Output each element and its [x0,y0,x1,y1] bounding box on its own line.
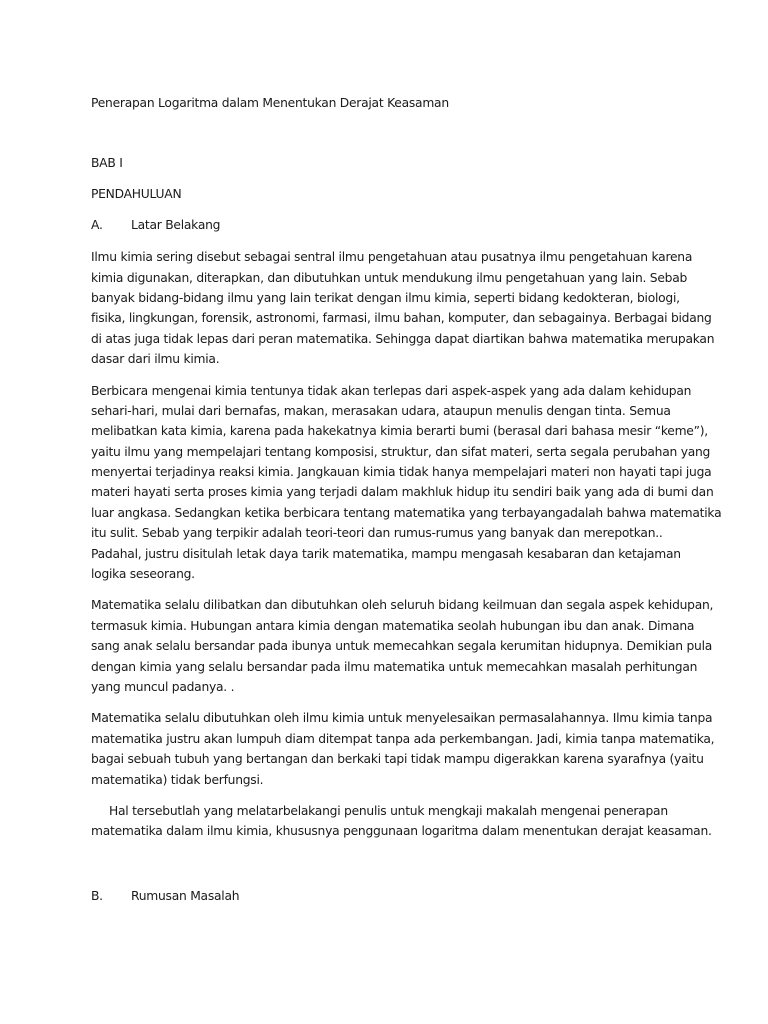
paragraph-2 [91,381,722,585]
paragraph-line: Padahal, justru disitulah letak daya tarik matematika, mampu mengasah kesabaran dan ketajaman [91,546,681,561]
paragraph-line: kimia digunakan, diterapkan, dan dibutuhkan untuk mendukung ilmu pengetahuan yang lain. Sebab [91,270,688,285]
paragraph-line: fisika, lingkungan, forensik, astronomi, farmasi, ilmu bahan, komputer, dan sebagainya. Berbagai bidang [91,311,712,326]
paragraph-4 [91,708,715,790]
document-body [91,93,722,907]
paragraph-line: sehari-hari, mulai dari bernafas, makan, merasakan udara, ataupun menulis dengan tinta. Semua [91,403,671,418]
paragraph-line: bagai sebuah tubuh yang bertangan dan berkaki tapi tidak mampu digerakkan karena syarafnya (yaitu [91,752,704,767]
paragraph-line: banyak bidang-bidang ilmu yang lain terikat dengan ilmu kimia, seperti bidang kedokteran, biologi, [91,290,680,305]
document-title: Penerapan Logaritma dalam Menentukan Derajat Keasaman [91,96,449,110]
paragraph-line: Ilmu kimia sering disebut sebagai sentral ilmu pengetahuan atau pusatnya ilmu pengetahuan karena [91,250,693,265]
paragraph-line: luar angkasa. Sedangkan ketika berbicara tentang matematika yang terbayangadalah bahwa matematika [91,505,722,520]
section-title: Latar Belakang [131,218,221,233]
paragraph-line: yang muncul padanya. . [91,679,235,694]
paragraph-line: matematika) tidak berfungsi. [91,772,264,787]
paragraph-1 [91,247,715,369]
paragraph-line: matematika dalam ilmu kimia, khususnya penggunaan logaritma dalam menentukan derajat keasaman. [91,824,712,839]
chapter-title: PENDAHULUAN [91,186,182,201]
paragraph-3 [91,595,714,697]
paragraph-line: menyertai terjadinya reaksi kimia. Jangkauan kimia tidak hanya mempelajari materi non hayati tapi juga [91,465,712,480]
paragraph-line: di atas juga tidak lepas dari peran matematika. Sehingga dapat diartikan bahwa matematika merupakan [91,331,715,346]
paragraph-line: Hal tersebutlah yang melatarbelakangi penulis untuk mengkaji makalah mengenai penerapan [109,803,668,818]
paragraph-line: Matematika selalu dibutuhkan oleh ilmu kimia untuk menyelesaikan permasalahannya. Ilmu kimia tanpa [91,711,713,726]
paragraph-line: termasuk kimia. Hubungan antara kimia dengan matematika seolah hubungan ibu dan anak. Dimana [91,618,695,633]
paragraph-line: dasar dari ilmu kimia. [91,352,220,367]
paragraph-line: dengan kimia yang selalu bersandar pada ilmu matematika untuk memecahkan masalah perhitungan [91,659,698,674]
paragraph-line: matematika justru akan lumpuh diam ditempat tanpa ada perkembangan. Jadi, kimia tanpa matematika, [91,731,715,746]
paragraph-line: logika seseorang. [91,567,195,582]
section-heading-rumusan-masalah [91,886,691,907]
paragraph-5 [91,801,712,842]
section-letter: A. [91,218,103,233]
paragraph-line: Matematika selalu dilibatkan dan dibutuhkan oleh seluruh bidang keilmuan dan segala aspek kehidupan, [91,598,714,613]
paragraph-line: melibatkan kata kimia, karena pada hakekatnya kimia berarti bumi (berasal dari bahasa mesir “keme”), [91,424,708,439]
paragraph-line: itu sulit. Sebab yang terpikir adalah teori-teori dan rumus-rumus yang banyak dan merepotkan.. [91,526,663,541]
paragraph-line: sang anak selalu bersandar pada ibunya untuk memecahkan segala kerumitan hidupnya. Demikian pula [91,639,713,654]
paragraph-line: materi hayati serta proses kimia yang terjadi dalam makhluk hidup itu sendiri baik yang ada di bumi dan [91,485,714,500]
section-letter: B. [91,888,103,903]
section-title: Rumusan Masalah [131,888,240,903]
chapter-label: BAB I [91,156,123,171]
paragraph-line: Berbicara mengenai kimia tentunya tidak akan terlepas dari aspek-aspek yang ada dalam kehidupan [91,383,692,398]
paragraph-line: yaitu ilmu yang mempelajari tentang komposisi, struktur, dan sifat materi, serta segala perubahan yang [91,444,711,459]
section-heading-latar-belakang [91,215,691,236]
